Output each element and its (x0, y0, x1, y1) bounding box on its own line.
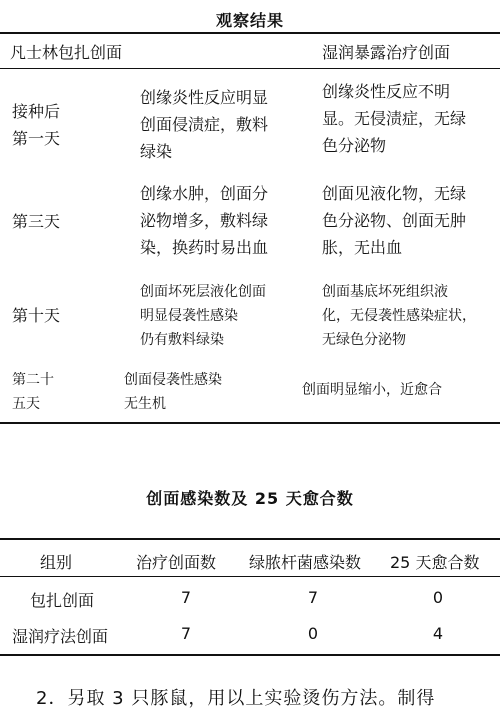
day-line: 接种后 (12, 102, 61, 121)
observation-row-day (12, 98, 60, 152)
day-line: 第十天 (12, 306, 61, 325)
table-row-infected: 7 (307, 588, 319, 607)
infection-header-healed: 25 天愈合数 (390, 553, 480, 572)
cell-line: 胀，无出血 (322, 238, 403, 257)
table-row-healed: 4 (432, 624, 444, 643)
cell-line: 化，无侵袭性感染症状， (322, 308, 476, 324)
observation-row-right (322, 180, 466, 261)
observation-header-rule (0, 68, 500, 69)
observation-top-rule (0, 32, 500, 34)
cell-line: 创面明显缩小，近愈合 (302, 382, 442, 398)
observation-row-left (124, 368, 222, 416)
infection-table-title: 创面感染数及 25 天愈合数 (146, 489, 354, 508)
table-row-treated: 7 (180, 588, 192, 607)
observation-row-right (302, 378, 442, 402)
cell-line: 创面见液化物，无绿 (322, 184, 467, 203)
cell-line: 创缘炎性反应明显 (140, 88, 269, 107)
cell-line: 泌物增多，敷料绿 (140, 211, 269, 230)
observation-row-left (140, 180, 268, 261)
table-row-infected: 0 (307, 624, 319, 643)
cell-line: 无绿色分泌物 (322, 332, 406, 348)
cell-line: 色分泌物 (322, 136, 387, 155)
cell-line: 创面基底坏死组织液 (322, 284, 448, 300)
cell-line: 绿染 (140, 142, 173, 161)
cell-line: 创面坏死层液化创面 (140, 284, 266, 300)
infection-header-treated: 治疗创面数 (136, 553, 217, 572)
infection-table-bottom-rule (0, 654, 500, 656)
cell-line: 创面侵袭性感染 (124, 372, 222, 388)
day-line: 第二十 (12, 372, 54, 388)
table-row-group: 包扎创面 (30, 591, 95, 610)
cell-line: 显。无侵渍症，无绿 (322, 109, 467, 128)
cell-line: 创面侵渍症，敷料 (140, 115, 269, 134)
table-row-treated: 7 (180, 624, 192, 643)
table-row-group: 湿润疗法创面 (12, 627, 109, 646)
observation-row-day (12, 368, 54, 416)
observation-row-day (12, 208, 60, 235)
infection-header-group: 组别 (40, 553, 73, 572)
cell-line: 色分泌物、创面无肿 (322, 211, 467, 230)
cell-line: 无生机 (124, 396, 166, 412)
observation-header-left: 凡士林包扎创面 (10, 43, 123, 62)
observation-row-right (322, 78, 466, 159)
observation-header-right: 湿润暴露治疗创面 (322, 43, 451, 62)
cell-line: 明显侵袭性感染 (140, 308, 238, 324)
observation-row-right (322, 280, 476, 352)
observation-title: 观察结果 (215, 11, 284, 30)
table-row-healed: 0 (432, 588, 444, 607)
cell-line: 染，换药时易出血 (140, 238, 269, 257)
day-line: 第一天 (12, 129, 61, 148)
infection-table-top-rule (0, 538, 500, 540)
observation-bottom-rule (0, 422, 500, 424)
observation-row-day (12, 302, 60, 329)
observation-row-left (140, 84, 268, 165)
observation-row-left (140, 280, 266, 352)
body-paragraph: 2．另取 3 只豚鼠，用以上实验烫伤方法。制得 (36, 688, 436, 709)
cell-line: 创缘水肿，创面分 (140, 184, 269, 203)
infection-header-infected: 绿脓杆菌感染数 (249, 553, 362, 572)
day-line: 五天 (12, 396, 40, 412)
infection-header-rule (0, 576, 500, 577)
cell-line: 创缘炎性反应不明 (322, 82, 451, 101)
cell-line: 仍有敷料绿染 (140, 332, 224, 348)
day-line: 第三天 (12, 212, 61, 231)
